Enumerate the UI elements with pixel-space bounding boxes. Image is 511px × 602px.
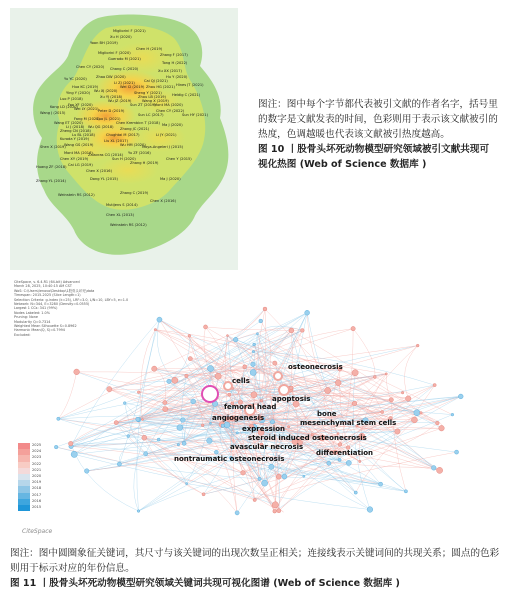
heatmap-label: Shen X (2019): [40, 145, 66, 149]
heatmap-label: Luo P (2018): [60, 97, 83, 101]
heatmap-label: Cai LG (2019): [68, 163, 93, 167]
heatmap-label: Peter D (2019): [98, 109, 125, 113]
network-node: [74, 369, 80, 375]
network-edge: [109, 381, 169, 389]
network-node: [250, 369, 256, 375]
meta-line: Network: N=344, E=3280 (Density=0.0555): [14, 302, 90, 307]
heatmap-label: Zhang C (2019): [120, 191, 149, 195]
network-node: [207, 438, 213, 444]
network-node: [431, 466, 436, 471]
heatmap-label: Hua KC (2019): [72, 85, 99, 89]
network-edge: [139, 467, 272, 511]
network-node: [325, 387, 331, 393]
network-node: [338, 443, 342, 447]
network-edge: [304, 463, 349, 476]
legend-year: 2017: [32, 492, 42, 497]
heatmap-label: Mont MA (2020): [154, 103, 183, 107]
meta-line: March 28, 2025, 10:40:15 AM CST: [14, 284, 72, 289]
network-node: [84, 469, 89, 474]
network-node: [305, 310, 310, 315]
heatmap-label: Moya-Angeleri J (2015): [142, 145, 184, 149]
heatmap-label: Cai QJ (2021): [144, 79, 168, 83]
network-node: [185, 483, 187, 485]
network-node: [439, 425, 445, 431]
heatmap-label: Wu HM (2020): [120, 143, 146, 147]
heatmap-label: Li ZJ (2021): [114, 81, 135, 85]
heatmap-label: Mont MA (2016): [64, 151, 93, 155]
heatmap-label: Fan YF (2020): [68, 103, 93, 107]
network-node: [289, 328, 294, 333]
network-node: [201, 424, 204, 427]
network-node: [282, 474, 287, 479]
network-node: [260, 399, 263, 402]
network-node: [163, 407, 168, 412]
legend-year: 2024: [32, 449, 42, 454]
network-node: [167, 379, 171, 383]
year-legend: [18, 443, 42, 511]
network-node: [144, 452, 148, 456]
citespace-logo: CiteSpace: [22, 528, 53, 535]
heatmap-label: Heldig C (2021): [172, 93, 201, 97]
meta-line: Timespan: 2015-2025 (Slice Length=1): [14, 293, 81, 298]
network-node: [433, 383, 436, 386]
network-node: [57, 417, 60, 420]
network-node: [137, 391, 140, 394]
network-node: [263, 307, 267, 311]
network-edge: [307, 313, 328, 391]
network-node: [177, 443, 180, 446]
keyword-label: bone: [317, 410, 337, 418]
legend-year: 2020: [32, 473, 42, 478]
network-node: [327, 461, 331, 465]
meta-line: Selection Criteria: g-index (k=25), LRF=3.0, L/N=10, LBY=5, e=1.0: [14, 297, 129, 302]
meta-line: WoS: C:\Users\lenovo\Desktop\1股骨头坏死\data: [14, 288, 95, 293]
network-node: [253, 498, 256, 501]
heatmap-label: Zheng CN (2018): [60, 129, 91, 133]
heatmap-label: Weinstein RS (2012): [58, 193, 95, 197]
legend-year: 2018: [32, 486, 42, 491]
keyword-network: [10, 278, 500, 540]
network-node: [300, 329, 304, 333]
meta-line: Nodes Labeled: 1.0%: [14, 310, 50, 315]
network-node: [367, 507, 373, 513]
heatmap-label: Fang M (2021): [74, 117, 100, 121]
meta-line: Harmonic Mean(Q, S)=0.7994: [14, 328, 65, 333]
citation-heatmap: [10, 8, 238, 270]
legend-year: 2019: [32, 480, 42, 485]
network-node: [228, 393, 231, 396]
network-node: [252, 350, 254, 352]
network-node: [157, 317, 162, 322]
network-node: [420, 412, 423, 415]
network-node: [71, 451, 77, 457]
heatmap-label: Wang GS (2019): [64, 143, 94, 147]
heatmap-label: Chen H (2019): [136, 47, 163, 51]
figure10-note-block: [258, 97, 498, 172]
keyword-label: femoral head: [224, 403, 277, 411]
keyword-label: osteonecrosis: [288, 363, 343, 371]
heatmap-label: Migliorini F (2020): [98, 51, 131, 55]
network-node: [276, 474, 281, 479]
heatmap-label: Lu BL (2018): [72, 133, 95, 137]
network-node: [202, 493, 205, 496]
meta-line: Weighted Mean Silhouette S=0.8962: [14, 324, 77, 329]
heatmap-label: Sun ZT (2019): [130, 103, 156, 107]
heatmap-label: Li JY (2021): [156, 133, 177, 137]
heatmap-label: Yoon BH (2019): [90, 41, 118, 45]
keyword-label: angiogenesis: [212, 414, 265, 422]
network-node: [381, 411, 384, 414]
heatmap-label: Zhao DW (2020): [96, 75, 126, 79]
network-node: [352, 401, 357, 406]
heatmap-label: Hines JT (2021): [176, 83, 204, 87]
network-node: [256, 333, 258, 335]
network-node: [401, 391, 404, 394]
meta-line: Largest 1 CCs: 341 (99%): [14, 306, 58, 311]
heatmap-label: Zhang H (2019): [130, 161, 159, 165]
network-node: [224, 422, 230, 428]
network-node: [259, 319, 263, 323]
heatmap-label: Wei LY (2021): [74, 107, 99, 111]
heatmap-label: Hu Y (2020): [166, 75, 188, 79]
heatmap-label: Zhou HG (2021): [146, 85, 175, 89]
figure10-note: 图注：图中每个字节都代表被引文献的作者名字，括号里的数字是文献发表的时间，色彩则用于表示该文献被引的热度，色调越暖也代表该文献被引热度越高。: [258, 99, 498, 140]
meta-line: Modularity Q=0.7314: [14, 319, 51, 324]
keyword-label: avascular necrosis: [230, 443, 304, 451]
network-node: [385, 373, 387, 375]
network-node: [346, 460, 351, 465]
network-node: [141, 418, 143, 420]
network-node: [251, 392, 257, 398]
network-node: [182, 441, 186, 445]
heatmap-label: Zhou LB (2019): [138, 95, 166, 99]
figure11-caption: 图 11 丨股骨头坏死动物模型研究领域关键词共现可视化图谱 (Web of Science 数据库 ): [10, 578, 400, 589]
network-node: [127, 435, 130, 438]
network-node: [163, 400, 167, 404]
heatmap-label: Wu XJ (2020): [94, 89, 118, 93]
heatmap-label: Wu JZ (2019): [108, 99, 132, 103]
meta-line: Pruning: None: [14, 315, 38, 320]
network-node: [437, 467, 443, 473]
heatmap-label: Mutijens S (2014): [106, 203, 138, 207]
heatmap-label: Yu ZF (2016): [128, 151, 151, 155]
heatmap-label: Chen CY (2020): [76, 65, 105, 69]
heatmap-label: Chen XY (2019): [60, 157, 89, 161]
network-node: [243, 365, 247, 369]
legend-year: 2021: [32, 467, 42, 472]
heatmap-label: Chen Krembicn T (2018): [116, 121, 160, 125]
meta-line: Excluded:: [14, 332, 31, 337]
network-node: [107, 386, 112, 391]
heatmap-label: Zhang F (2017): [160, 53, 188, 57]
network-node: [203, 325, 207, 329]
heatmap-label: Wang J (2015): [40, 111, 66, 115]
heatmap-label: Sun LC (2017): [138, 113, 164, 117]
network-node: [181, 418, 186, 423]
heatmap-label: Ying Y (2020): [66, 91, 91, 95]
heatmap-label: Zhong JC (2021): [120, 127, 150, 131]
keyword-label: nontraumatic osteonecrosis: [174, 455, 285, 463]
network-node: [157, 438, 160, 441]
heatmap-label: Xu H (2020): [110, 35, 132, 39]
heatmap-label: Guerado M (2021): [108, 57, 141, 61]
heatmap-label: Sheng Y (2021): [134, 91, 162, 95]
heatmap-label: Wei CI (2019): [120, 85, 145, 89]
network-node: [215, 373, 221, 379]
heatmap-label: Weinstein RS (2012): [110, 223, 147, 227]
network-node: [277, 509, 281, 513]
heatmap-label: Yu YC (2020): [64, 77, 87, 81]
network-node: [114, 421, 118, 425]
network-node: [359, 460, 361, 462]
network-node: [455, 450, 459, 454]
figure11-note: 图注：图中圆圈象征关键词，其尺寸与该关键词的出现次数呈正相关；连接线表示关键词间的共现关系；圆点的色彩则用于标示对应的年份信息。: [10, 548, 500, 574]
network-edge: [134, 438, 145, 511]
network-hub-node: [279, 385, 289, 395]
network-node: [335, 380, 341, 386]
network-node: [411, 417, 417, 423]
heatmap-label: Chen X (2016): [150, 199, 176, 203]
network-node: [226, 335, 228, 337]
network-node: [172, 377, 178, 383]
network-hub-node: [224, 382, 232, 390]
network-node: [136, 417, 140, 421]
meta-line: CiteSpace, v. 6.4.R1 (64-bit) Advanced: [14, 280, 80, 284]
network-node: [352, 370, 358, 376]
network-node: [458, 394, 463, 399]
network-edge: [58, 372, 76, 419]
network-node: [351, 326, 355, 330]
network-node: [210, 422, 212, 424]
network-node: [273, 361, 277, 365]
network-node: [451, 413, 454, 416]
keyword-label: differentiation: [316, 449, 374, 457]
heatmap-label: Wang ET (2020): [54, 121, 83, 125]
heatmap-label: Li J (2018): [66, 125, 85, 129]
heatmap-label: Zalavras CG (2014): [88, 153, 124, 157]
heatmap-label: Chughtai M (2017): [106, 133, 140, 137]
legend-year: 2022: [32, 461, 42, 466]
heatmap-label: Chen CY (2022): [156, 109, 185, 113]
network-node: [269, 464, 274, 469]
network-edge: [279, 477, 381, 484]
heatmap-label: Huang ZF (2018): [36, 165, 67, 169]
heatmap-label: Ma J (2020): [160, 177, 181, 181]
network-node: [436, 421, 440, 425]
network-hub-node: [274, 372, 282, 380]
network-node: [414, 410, 420, 416]
heatmap-label: Dong YL (2015): [90, 177, 118, 181]
network-node: [191, 399, 196, 404]
network-node: [416, 344, 419, 347]
network-node: [354, 491, 357, 494]
heatmap-label: Chen XL (2013): [106, 213, 134, 217]
network-node: [236, 432, 238, 434]
network-node: [188, 356, 192, 360]
heatmap-label: Xu YJ (2018): [100, 95, 123, 99]
legend-year: 2015: [32, 504, 42, 509]
network-node: [303, 475, 305, 477]
legend-year: 2023: [32, 455, 42, 460]
network-node: [235, 511, 239, 515]
network-node: [373, 376, 376, 379]
heatmap-label: Wang X (2019): [142, 99, 169, 103]
heatmap-label: Kong LD (2020): [50, 105, 78, 109]
network-node: [68, 441, 73, 446]
network-hub-node: [202, 386, 218, 402]
network-node: [273, 509, 277, 513]
heatmap-label: Sun H (2020): [112, 157, 136, 161]
network-node: [251, 362, 256, 367]
network-node: [241, 470, 246, 475]
network-node: [270, 420, 274, 424]
heatmap-label: Liu XL (2017): [104, 139, 128, 143]
network-node: [233, 337, 238, 342]
network-node: [123, 402, 126, 405]
heatmap-label: Tong H (2022): [162, 61, 188, 65]
network-node: [389, 398, 393, 402]
keyword-label: mesenchymal stem cells: [300, 419, 397, 427]
network-node: [272, 502, 278, 508]
network-edge: [307, 313, 328, 391]
legend-swatch: [18, 504, 42, 511]
network-node: [262, 480, 268, 486]
network-node: [395, 429, 400, 434]
heatmap-label: Chen X (2016): [86, 169, 112, 173]
heatmap-label: Chang C (2020): [110, 67, 139, 71]
keyword-label: expression: [242, 425, 285, 433]
heatmap-label: Zhang YL (2014): [36, 179, 66, 183]
heatmap-label: Wu QG (2018): [88, 125, 114, 129]
network-node: [152, 366, 157, 371]
heatmap-label: Xu XX (2017): [158, 69, 182, 73]
network-node: [338, 458, 341, 461]
network-node: [207, 365, 213, 371]
legend-year: 2025: [32, 443, 42, 447]
network-node: [137, 510, 140, 513]
network-node: [188, 334, 191, 337]
heatmap-label: Migliorini F (2021): [113, 29, 146, 33]
heatmap-label: Sun HY (2021): [182, 113, 208, 117]
keyword-label: cells: [232, 377, 250, 385]
network-node: [177, 425, 183, 431]
heatmap-label: Chen Y (2015): [166, 157, 192, 161]
network-node: [142, 435, 147, 440]
network-node: [406, 396, 411, 401]
figure11-note-block: [10, 546, 502, 591]
network-node: [379, 482, 383, 486]
keyword-label: apoptosis: [272, 395, 311, 403]
network-node: [287, 426, 289, 428]
figure10-caption: 图 10 丨股骨头坏死动物模型研究领域被引文献共现可视化热图 (Web of Science 数据库 ): [258, 144, 490, 170]
network-node: [154, 328, 156, 330]
network-node: [258, 477, 261, 480]
network-node: [253, 343, 256, 346]
network-node: [54, 445, 58, 449]
heatmap-label: Kuroda Y (2019): [60, 137, 89, 141]
keyword-label: steroid induced osteonecrosis: [248, 434, 367, 442]
network-node: [185, 374, 188, 377]
network-node: [214, 450, 218, 454]
legend-year: 2016: [32, 498, 42, 503]
network-node: [404, 490, 407, 493]
network-edge: [279, 476, 304, 511]
heatmap-label: Guo JL (2021): [96, 117, 121, 121]
network-node: [117, 462, 121, 466]
heatmap-label: Ma J (2020): [162, 123, 183, 127]
